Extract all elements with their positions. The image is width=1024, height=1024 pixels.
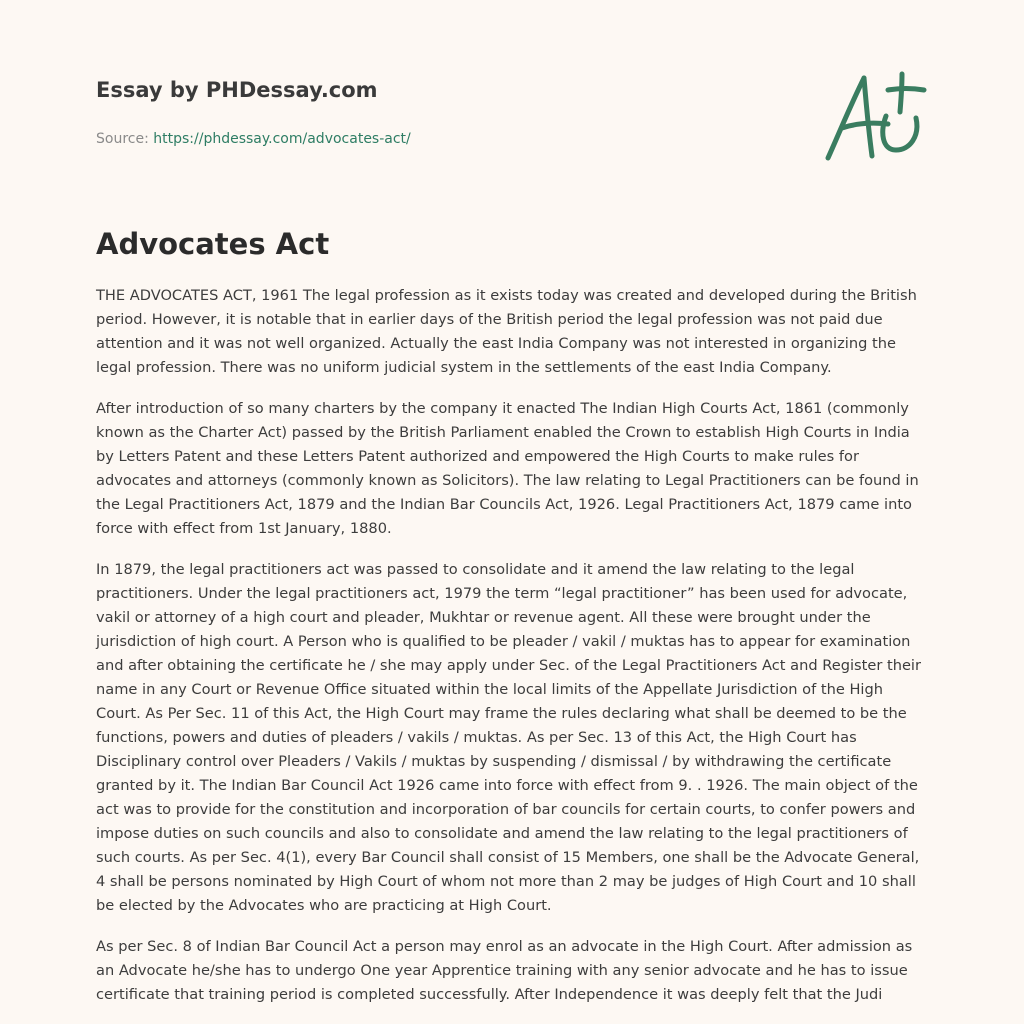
- essay-body: [96, 284, 932, 1024]
- source-link[interactable]: https://phdessay.com/advocates-act/: [153, 131, 411, 147]
- essay-paragraph: After introduction of so many charters by the company it enacted The Indian High Courts Act, 1861 (commonly known as the Charter Act) passed by the British Parliament enabled the Crown to establish High Courts in India by Letters Patent and these Letters Patent authorized and empowered the High Courts to make rules for advocates and attorneys (commonly known as Solicitors). The law relating to Legal Practitioners can be found in the Legal Practitioners Act, 1879 and the Indian Bar Councils Act, 1926. Legal Practitioners Act, 1879 came into force with effect from 1st January, 1880.: [96, 400, 919, 537]
- site-brand: Essay by PHDessay.com: [96, 78, 378, 102]
- essay-paragraph: As per Sec. 8 of Indian Bar Council Act a person may enrol as an advocate in the High Court. After admission as an Advocate he/she has to undergo One year Apprentice training with any senior advocate and he has to issue certificate that training period is completed successfully. After Independence it was deeply felt that the Judi: [96, 938, 913, 1003]
- a-plus-logo-icon: [820, 66, 932, 166]
- essay-paragraph: In 1879, the legal practitioners act was passed to consolidate and it amend the law relating to the legal practitioners. Under the legal practitioners act, 1979 the term “legal practitioner” has been used for advocate, vakil or attorney of a high court and pleader, Mukhtar or revenue agent. All these were brought under the jurisdiction of high court. A Person who is qualified to be pleader / vakil / muktas has to appear for examination and after obtaining the certificate he / she may apply under Sec. of the Legal Practitioners Act and Register their name in any Court or Revenue Office situated within the local limits of the Appellate Jurisdiction of the High Court. As Per Sec. 11 of this Act, the High Court may frame the rules declaring what shall be deemed to be the functions, powers and duties of pleaders / vakils / muktas. As per Sec. 13 of this Act, the High Court has Disciplinary control over Pleaders / Vakils / muktas by suspending / dismissal / by withdrawing the certificate granted by it. The Indian Bar Council Act 1926 came into force with effect from 9. . 1926. The main object of the act was to provide for the constitution and incorporation of bar councils for certain courts, to confer powers and impose duties on such councils and also to consolidate and amend the law relating to the legal practitioners of such courts. As per Sec. 4(1), every Bar Council shall consist of 15 Members, one shall be the Advocate General, 4 shall be persons nominated by High Court of whom not more than 2 may be judges of High Court and 10 shall be elected by the Advocates who are practicing at High Court.: [96, 561, 921, 914]
- page-header: [96, 76, 696, 148]
- essay-paragraph: THE ADVOCATES ACT, 1961 The legal profession as it exists today was created and developed during the British period. However, it is notable that in earlier days of the British period the legal profession was not paid due attention and it was not well organized. Actually the east India Company was not interested in organizing the legal profession. There was no uniform judicial system in the settlements of the east India Company.: [96, 287, 917, 376]
- source-line: [96, 130, 696, 148]
- source-label: Source:: [96, 131, 154, 147]
- essay-title: Advocates Act: [96, 227, 330, 261]
